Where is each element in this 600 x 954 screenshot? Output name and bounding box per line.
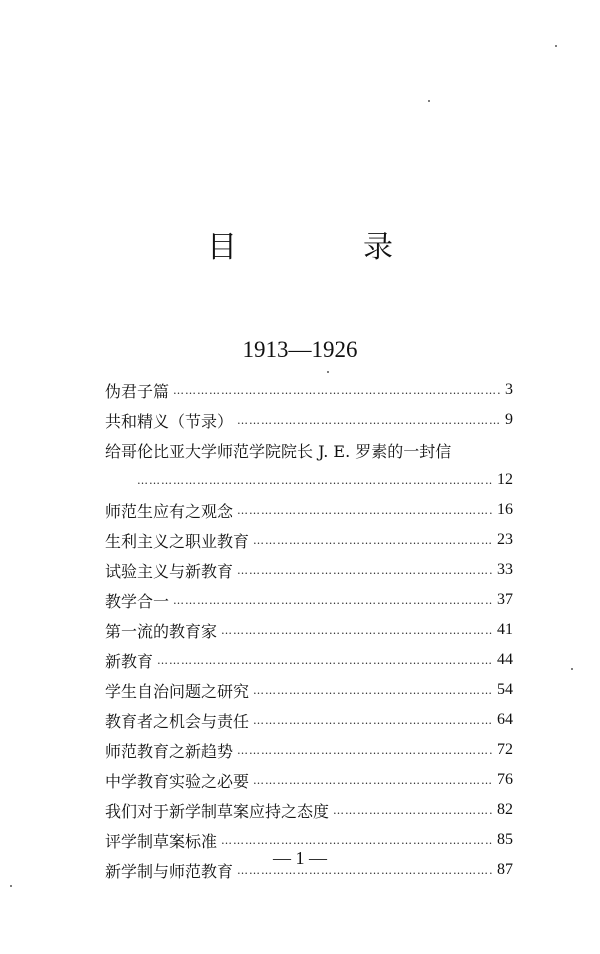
toc-entry-page: 76 bbox=[497, 771, 513, 788]
toc-entry[interactable] bbox=[105, 525, 513, 555]
toc-entry-page: 37 bbox=[497, 591, 513, 608]
toc-entry-title: 试验主义与新教育 bbox=[105, 561, 234, 581]
toc-entry-title: 评学制草案标准 bbox=[105, 831, 218, 851]
toc-entry-page: 54 bbox=[497, 681, 513, 698]
leader-dots bbox=[333, 804, 493, 817]
toc-entry-title: 新教育 bbox=[105, 651, 154, 671]
toc-entry-title: 教育者之机会与责任 bbox=[105, 711, 250, 731]
toc-entry-title: 伪君子篇 bbox=[105, 381, 170, 401]
toc-entry[interactable] bbox=[105, 375, 513, 405]
toc-entry-title: 中学教育实验之必要 bbox=[105, 771, 250, 791]
toc-entry[interactable] bbox=[105, 705, 513, 735]
page-title: 目 录 bbox=[207, 230, 441, 265]
leader-dots bbox=[253, 714, 493, 727]
toc-entry-title: 师范教育之新趋势 bbox=[105, 741, 234, 761]
leader-dots bbox=[253, 684, 493, 697]
page-number: — 1 — bbox=[273, 848, 327, 868]
toc-entry-page: 12 bbox=[497, 471, 513, 488]
toc-entry-page: 44 bbox=[497, 651, 513, 668]
scan-speck bbox=[10, 885, 12, 887]
leader-dots bbox=[237, 504, 493, 517]
toc-list bbox=[105, 375, 513, 885]
toc-entry-title: 生利主义之职业教育 bbox=[105, 531, 250, 551]
leader-dots bbox=[157, 654, 493, 667]
toc-entry-title: 学生自治问题之研究 bbox=[105, 681, 250, 701]
leader-dots bbox=[237, 744, 493, 757]
leader-dots bbox=[221, 834, 493, 847]
leader-dots bbox=[173, 384, 501, 397]
scan-speck bbox=[555, 45, 557, 47]
toc-entry[interactable] bbox=[105, 675, 513, 705]
toc-entry-page: 64 bbox=[497, 711, 513, 728]
leader-dots bbox=[221, 624, 493, 637]
scan-speck bbox=[327, 371, 329, 373]
toc-entry-title: 师范生应有之观念 bbox=[105, 501, 234, 521]
leader-dots bbox=[173, 594, 493, 607]
leader-dots bbox=[237, 414, 501, 427]
toc-entry[interactable] bbox=[105, 495, 513, 525]
toc-entry[interactable] bbox=[105, 405, 513, 435]
scan-speck bbox=[571, 668, 573, 670]
leader-dots bbox=[137, 474, 493, 487]
toc-entry[interactable] bbox=[105, 765, 513, 795]
leader-dots bbox=[237, 564, 493, 577]
section-heading: 1913—1926 bbox=[242, 337, 358, 362]
toc-entry[interactable] bbox=[105, 615, 513, 645]
toc-entry-continuation[interactable] bbox=[105, 465, 513, 495]
toc-entry-title: 第一流的教育家 bbox=[105, 621, 218, 641]
toc-entry-page: 72 bbox=[497, 741, 513, 758]
toc-entry-page: 41 bbox=[497, 621, 513, 638]
toc-entry-page: 82 bbox=[497, 801, 513, 818]
toc-entry[interactable] bbox=[105, 585, 513, 615]
toc-entry-title: 我们对于新学制草案应持之态度 bbox=[105, 801, 330, 821]
toc-entry[interactable] bbox=[105, 735, 513, 765]
toc-entry-page: 16 bbox=[497, 501, 513, 518]
toc-entry[interactable] bbox=[105, 435, 513, 465]
toc-entry-title: 给哥伦比亚大学师范学院院长 J. E. 罗素的一封信 bbox=[105, 441, 452, 461]
toc-entry-page: 33 bbox=[497, 561, 513, 578]
toc-entry[interactable] bbox=[105, 645, 513, 675]
toc-entry[interactable] bbox=[105, 555, 513, 585]
toc-entry-page: 23 bbox=[497, 531, 513, 548]
leader-dots bbox=[253, 534, 493, 547]
toc-entry-title: 共和精义（节录） bbox=[105, 411, 234, 431]
toc-entry[interactable] bbox=[105, 795, 513, 825]
toc-entry-page: 85 bbox=[497, 831, 513, 848]
toc-entry-page: 3 bbox=[505, 381, 513, 398]
scan-speck bbox=[428, 100, 430, 102]
leader-dots bbox=[253, 774, 493, 787]
toc-entry-title: 新学制与师范教育 bbox=[105, 861, 234, 881]
toc-entry-page: 87 bbox=[497, 861, 513, 878]
toc-entry-page: 9 bbox=[505, 411, 513, 428]
toc-entry-title: 教学合一 bbox=[105, 591, 170, 611]
